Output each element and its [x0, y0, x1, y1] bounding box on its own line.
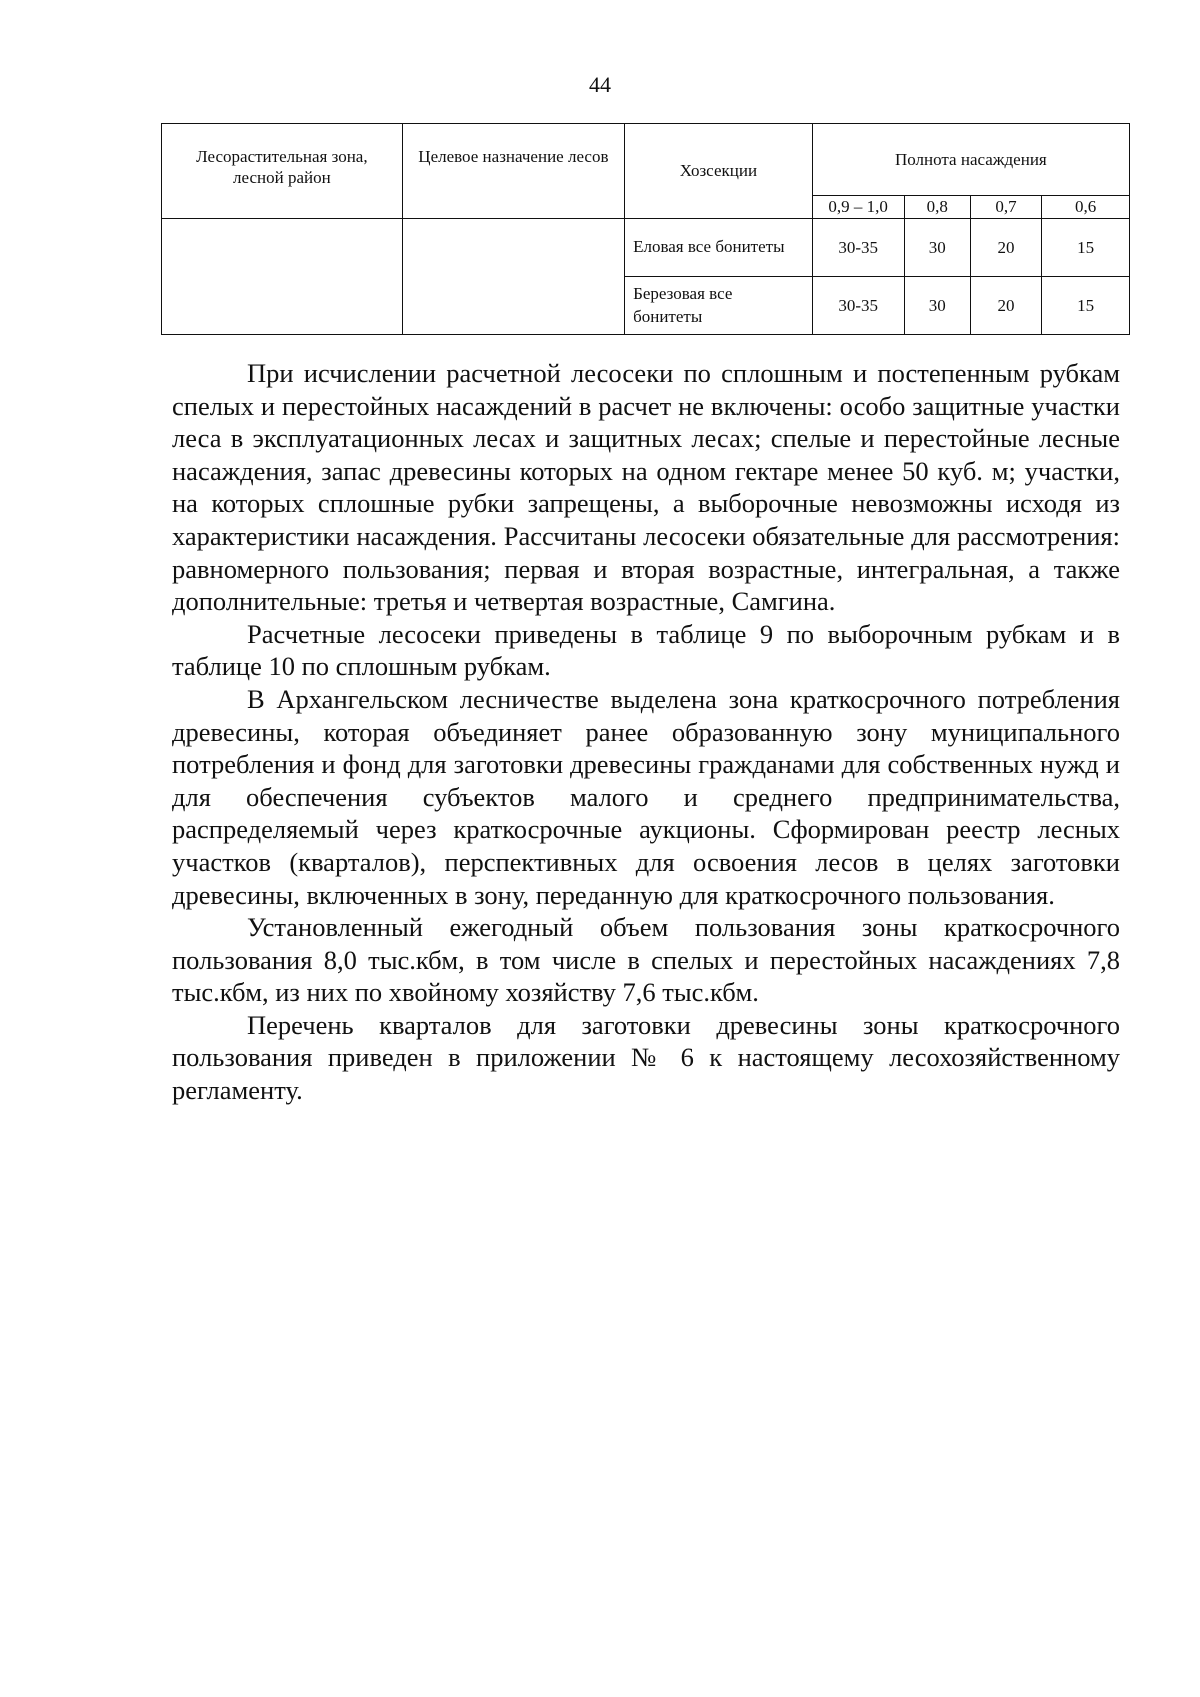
body-text — [172, 357, 1120, 1107]
section-cell: Еловая все бонитеты — [625, 219, 813, 277]
value-cell: 20 — [970, 219, 1041, 277]
paragraph: Перечень кварталов для заготовки древесины зоны краткосрочного пользования приведен в приложении № 6 к настоящему лесохозяйственному регламенту. — [172, 1009, 1120, 1106]
page-number: 44 — [589, 72, 611, 97]
header-section: Хозсекции — [625, 124, 813, 219]
value-cell: 15 — [1042, 277, 1130, 335]
value-cell: 30 — [904, 219, 970, 277]
header-purpose: Целевое назначение лесов — [402, 124, 624, 219]
density-level: 0,8 — [904, 196, 970, 219]
value-cell: 30-35 — [812, 277, 904, 335]
paragraph: При исчислении расчетной лесосеки по сплошным и постепенным рубкам спелых и перестойных насаждений в расчет не включены: особо защитные участки леса в эксплуатационных лесах и защитных лесах; спелые и перестойные лесные насаждения, запас древесины которых на одном гектаре менее 50 куб. м; участки, на которых сплошные рубки запрещены, а выборочные невозможны исходя из характеристики насаждения. Рассчитаны лесосеки обязательные для рассмотрения: равномерного пользования; первая и вторая возрастные, интегральная, а также дополнительные: третья и четвертая возрастные, Самгина. — [172, 358, 1120, 617]
paragraph: В Архангельском лесничестве выделена зона краткосрочного потребления древесины, которая объединяет ранее образованную зону муниципального потребления и фонд для заготовки древесины гражданами для собственных нужд и для обеспечения субъектов малого и среднего предпринимательства, распределяемый через краткосрочные аукционы. Сформирован реестр лесных участков (кварталов), перспективных для освоения лесов в целях заготовки древесины, включенных в зону, переданную для краткосрочного пользования. — [172, 683, 1120, 910]
density-level: 0,7 — [970, 196, 1041, 219]
value-cell: 20 — [970, 277, 1041, 335]
value-cell: 30 — [904, 277, 970, 335]
zone-cell — [162, 219, 403, 335]
paragraph: Установленный ежегодный объем пользования зоны краткосрочного пользования 8,0 тыс.кбм, в том числе в спелых и перестойных насаждениях 7,8 тыс.кбм, из них по хвойному хозяйству 7,6 тыс.кбм. — [172, 912, 1120, 1008]
header-density: Полнота насаждения — [812, 124, 1129, 196]
density-level: 0,6 — [1042, 196, 1130, 219]
felling-age-table — [161, 123, 1130, 335]
paragraph: Расчетные лесосеки приведены в таблице 9 по выборочным рубкам и в таблице 10 по сплошным рубкам. — [172, 618, 1120, 682]
value-cell: 30-35 — [812, 219, 904, 277]
density-level: 0,9 – 1,0 — [812, 196, 904, 219]
purpose-cell — [402, 219, 624, 335]
table-row — [162, 219, 1130, 277]
section-cell: Березовая все бонитеты — [625, 277, 813, 335]
value-cell: 15 — [1042, 219, 1130, 277]
header-zone: Лесорастительная зона, лесной район — [162, 124, 403, 219]
